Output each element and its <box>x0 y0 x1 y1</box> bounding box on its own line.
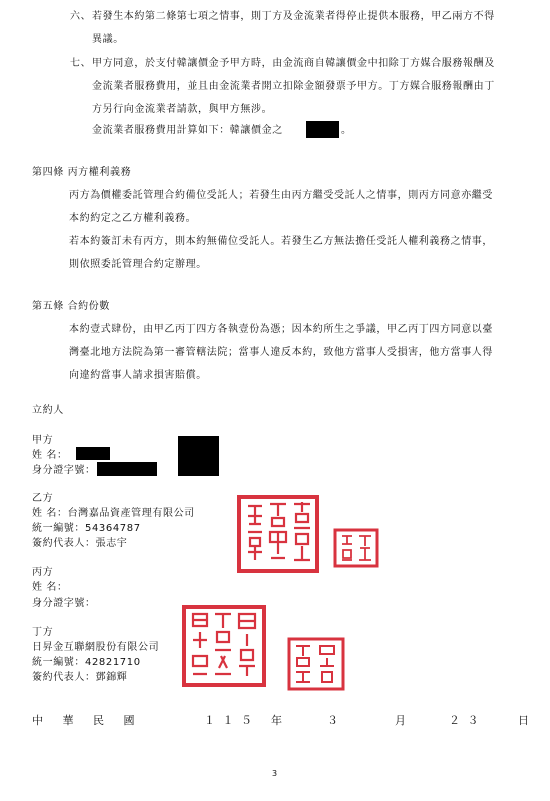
redaction-box <box>97 462 157 476</box>
clause-7-line-3: 方另行向金流業者請款，與甲方無涉。 <box>92 104 273 115</box>
redaction-box <box>178 436 219 476</box>
date-day: ２ ３ <box>449 714 481 727</box>
article-4-p2-line-2: 則依照委託管理合約定辦理。 <box>69 259 207 270</box>
clause-7-line-1: 甲方同意，於支付韓讓價金予甲方時，由金流商自韓讓價金中扣除丁方媒合服務報酬及 <box>92 58 495 69</box>
date-era: 中 華 民 國 <box>32 714 143 727</box>
date-year-unit: 年 <box>271 714 282 727</box>
party-c-name-label: 姓 名： <box>32 582 68 593</box>
party-a-label: 甲方 <box>32 435 54 446</box>
article-4-p1-line-1: 丙方為價權委託管理合約備位受託人；若發生由丙方繼受受託人之情事，則丙方同意亦繼受 <box>69 190 493 201</box>
signatories-title: 立約人 <box>32 405 64 416</box>
clause-7-line-4: 金流業者服務費用計算如下：韓讓價金之 <box>92 125 283 136</box>
party-b-label: 乙方 <box>32 493 54 504</box>
article-5-line-2: 灣臺北地方法院為第一審管轄法院；當事人違反本約，致他方當事人受損害，他方當事人得 <box>69 347 493 358</box>
article-5-line-3: 向違約當事人請求損害賠償。 <box>69 370 207 381</box>
party-d-representative: 簽約代表人：鄧錦輝 <box>32 672 128 683</box>
redaction-box <box>306 121 339 138</box>
party-a-id-label: 身分證字號： <box>32 465 96 476</box>
redaction-box <box>76 447 110 460</box>
party-c-label: 丙方 <box>32 567 54 578</box>
party-b-tax-id: 統一編號：54364787 <box>32 523 141 534</box>
clause-6-line-2: 異議。 <box>92 34 124 45</box>
party-b-name: 姓 名：台灣嘉品資產管理有限公司 <box>32 508 195 519</box>
date-day-unit: 日 <box>518 714 529 727</box>
personal-seal-icon <box>333 528 379 568</box>
date-month-unit: 月 <box>395 714 406 727</box>
party-b-representative: 簽約代表人：張志宇 <box>32 538 128 549</box>
party-d-company: 日昇金互聯網股份有限公司 <box>32 642 160 653</box>
clause-7-number: 七、 <box>70 58 92 69</box>
party-c-id-label: 身分證字號： <box>32 598 96 609</box>
personal-seal-icon <box>286 636 346 692</box>
date-month: ３ <box>327 714 338 727</box>
clause-6-number: 六、 <box>70 11 92 22</box>
article-5-heading: 第五條 合約份數 <box>32 301 110 312</box>
clause-7-line-2: 金流業者服務費用，並且由金流業者開立扣除金額發票予甲方。丁方媒合服務報酬由丁 <box>92 81 495 92</box>
party-d-label: 丁方 <box>32 627 54 638</box>
party-d-tax-id: 統一編號：42821710 <box>32 657 141 668</box>
article-4-p1-line-2: 本約約定之乙方權利義務。 <box>69 213 197 224</box>
clause-7-line-4-end: 。 <box>341 125 352 136</box>
company-seal-icon <box>181 604 267 688</box>
date-year: １ １ ５ <box>204 714 254 727</box>
article-5-line-1: 本約壹式肆份，由甲乙丙丁四方各執壹份為憑；因本約所生之爭議，甲乙丙丁四方同意以臺 <box>69 324 493 335</box>
page-number: 3 <box>272 769 278 778</box>
company-seal-icon <box>236 494 320 574</box>
party-a-name-label: 姓 名： <box>32 450 68 461</box>
article-4-heading: 第四條 丙方權利義務 <box>32 167 132 178</box>
clause-6-line-1: 若發生本約第二條第七項之情事，則丁方及金流業者得停止提供本服務，甲乙兩方不得 <box>92 11 495 22</box>
article-4-p2-line-1: 若本約簽訂未有丙方，則本約無備位受託人。若發生乙方無法擔任受託人權利義務之情事， <box>69 236 493 247</box>
